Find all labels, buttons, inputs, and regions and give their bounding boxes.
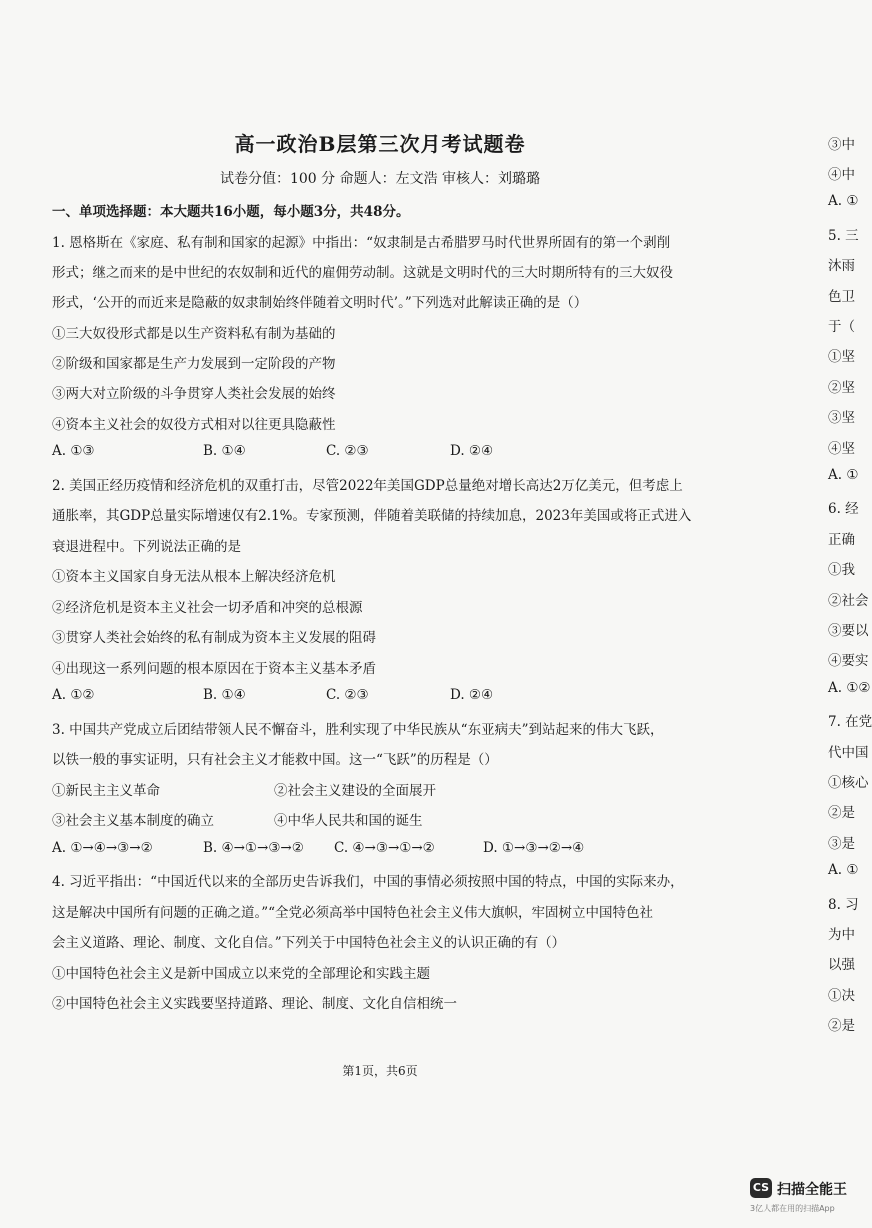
next-page-fragment: 5. 三 bbox=[828, 228, 859, 244]
next-page-edge bbox=[828, 0, 872, 1060]
q1-option: ④资本主义社会的奴役方式相对以往更具隐蔽性 bbox=[52, 417, 336, 433]
next-page-fragment: 8. 习 bbox=[828, 897, 859, 913]
scanner-watermark bbox=[750, 1178, 860, 1218]
q4-option: ②中国特色社会主义实践要坚持道路、理论、制度、文化自信相统一 bbox=[52, 996, 457, 1012]
next-page-fragment: 色卫 bbox=[828, 289, 855, 305]
q3-option: ④中华人民共和国的诞生 bbox=[274, 813, 423, 829]
choice-c: C. ②③ bbox=[326, 443, 369, 459]
q1-option: ②阶级和国家都是生产力发展到一定阶段的产物 bbox=[52, 356, 336, 372]
q3-stem-line: 3. 中国共产党成立后团结带领人民不懈奋斗，胜利实现了中华民族从“东亚病夫”到站起来的伟大飞跃， bbox=[52, 722, 664, 738]
q3-option: ③社会主义基本制度的确立 bbox=[52, 813, 214, 829]
q1-option: ①三大奴役形式都是以生产资料私有制为基础的 bbox=[52, 326, 336, 342]
next-page-fragment: 7. 在党 bbox=[828, 714, 872, 730]
q2-option: ③贯穿人类社会始终的私有制成为资本主义发展的阻碍 bbox=[52, 630, 376, 646]
next-page-fragment: 为中 bbox=[828, 927, 855, 943]
next-page-fragment: 沐雨 bbox=[828, 258, 855, 274]
next-page-fragment: ②是 bbox=[828, 1018, 855, 1034]
q3-option: ①新民主主义革命 bbox=[52, 783, 160, 799]
next-page-fragment: 正确 bbox=[828, 532, 855, 548]
choice-b: B. ①④ bbox=[203, 687, 246, 703]
choice-a: A. ①→④→③→② bbox=[52, 840, 153, 856]
next-page-fragment: ②社会 bbox=[828, 593, 869, 609]
choice-d: D. ②④ bbox=[450, 687, 494, 703]
q2-option: ④出现这一系列问题的根本原因在于资本主义基本矛盾 bbox=[52, 661, 376, 677]
q4-stem-line: 这是解决中国所有问题的正确之道。”“全党必须高举中国特色社会主义伟大旗帜，牢固树立中国特色社 bbox=[52, 905, 654, 921]
next-page-fragment: ①决 bbox=[828, 988, 855, 1004]
q3-stem-line: 以铁一般的事实证明，只有社会主义才能救中国。这一“飞跃”的历程是（） bbox=[52, 752, 498, 768]
q1-stem-line: 形式，‘公开的而近来是隐蔽的奴隶制始终伴随着文明时代’。”下列选对此解读正确的是（） bbox=[52, 295, 588, 311]
next-page-fragment: A. ①② bbox=[828, 680, 871, 696]
q3-options-row bbox=[52, 779, 692, 799]
q4-stem-line: 会主义道路、理论、制度、文化自信。”下列关于中国特色社会主义的认识正确的有（） bbox=[52, 935, 566, 951]
q2-stem-line: 衰退进程中。下列说法正确的是 bbox=[52, 539, 241, 555]
q1-option: ③两大对立阶级的斗争贯穿人类社会发展的始终 bbox=[52, 386, 336, 402]
next-page-fragment: ①坚 bbox=[828, 349, 855, 365]
q1-choices bbox=[52, 443, 692, 463]
next-page-fragment: ③中 bbox=[828, 137, 855, 153]
section-heading: 一、单项选择题：本大题共16小题，每小题3分，共48分。 bbox=[52, 204, 410, 220]
next-page-fragment: 于（ bbox=[828, 319, 855, 335]
next-page-fragment: 以强 bbox=[828, 957, 855, 973]
next-page-fragment: A. ① bbox=[828, 193, 859, 209]
choice-d: D. ②④ bbox=[450, 443, 494, 459]
q4-stem-line: 4. 习近平指出：“中国近代以来的全部历史告诉我们，中国的事情必须按照中国的特点，中国的实际来办， bbox=[52, 874, 684, 890]
q3-option: ②社会主义建设的全面展开 bbox=[274, 783, 436, 799]
next-page-fragment: ③要以 bbox=[828, 623, 869, 639]
q2-option: ①资本主义国家自身无法从根本上解决经济危机 bbox=[52, 569, 336, 585]
next-page-fragment: ②坚 bbox=[828, 380, 855, 396]
q2-stem-line: 2. 美国正经历疫情和经济危机的双重打击，尽管2022年美国GDP总量绝对增长高达2万亿美元，但考虑上 bbox=[52, 478, 683, 494]
page-number: 第1页，共6页 bbox=[342, 1064, 418, 1078]
choice-b: B. ①④ bbox=[203, 443, 246, 459]
exam-subtitle: 试卷分值：100 分 命题人：左文浩 审核人：刘璐璐 bbox=[219, 171, 541, 187]
next-page-fragment: ③坚 bbox=[828, 410, 855, 426]
choice-d: D. ①→③→②→④ bbox=[483, 840, 585, 856]
exam-title: 高一政治B层第三次月考试题卷 bbox=[234, 132, 526, 156]
choice-c: C. ②③ bbox=[326, 687, 369, 703]
q2-option: ②经济危机是资本主义社会一切矛盾和冲突的总根源 bbox=[52, 600, 363, 616]
next-page-fragment: 6. 经 bbox=[828, 501, 859, 517]
q3-options-row bbox=[52, 809, 692, 829]
next-page-fragment: A. ① bbox=[828, 467, 859, 483]
next-page-fragment: ②是 bbox=[828, 805, 855, 821]
camscanner-logo-icon: CS bbox=[750, 1178, 772, 1198]
next-page-fragment: 代中国 bbox=[828, 745, 869, 761]
next-page-fragment: ④坚 bbox=[828, 441, 855, 457]
next-page-fragment: A. ① bbox=[828, 862, 859, 878]
q4-option: ①中国特色社会主义是新中国成立以来党的全部理论和实践主题 bbox=[52, 966, 430, 982]
q1-stem-line: 1. 恩格斯在《家庭、私有制和国家的起源》中指出：“奴隶制是古希腊罗马时代世界所固有的第一个剥削 bbox=[52, 235, 671, 251]
q2-stem-line: 通胀率，其GDP总量实际增速仅有2.1%。专家预测，伴随着美联储的持续加息，2023年美国或将正式进入 bbox=[52, 508, 692, 524]
q1-stem-line: 形式；继之而来的是中世纪的农奴制和近代的雇佣劳动制。这就是文明时代的三大时期所特有的三大奴役 bbox=[52, 265, 673, 281]
next-page-fragment: ④中 bbox=[828, 167, 855, 183]
choice-a: A. ①② bbox=[52, 687, 95, 703]
choice-a: A. ①③ bbox=[52, 443, 95, 459]
next-page-fragment: ③是 bbox=[828, 836, 855, 852]
q2-choices bbox=[52, 687, 692, 707]
choice-c: C. ④→③→①→② bbox=[334, 840, 435, 856]
q3-choices bbox=[52, 840, 692, 860]
next-page-fragment: ④要实 bbox=[828, 653, 869, 669]
choice-b: B. ④→①→③→② bbox=[203, 840, 304, 856]
watermark-app-name: 扫描全能王 bbox=[777, 1182, 847, 1198]
next-page-fragment: ①核心 bbox=[828, 775, 869, 791]
watermark-tagline: 3亿人都在用的扫描App bbox=[750, 1204, 835, 1213]
next-page-fragment: ①我 bbox=[828, 562, 855, 578]
